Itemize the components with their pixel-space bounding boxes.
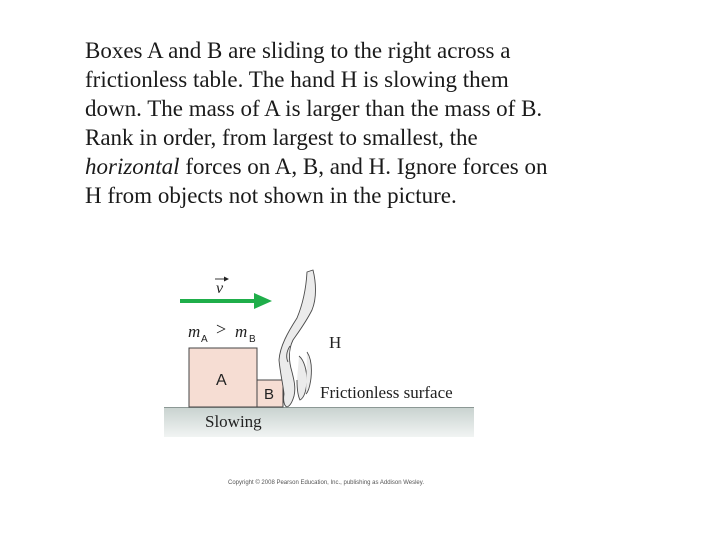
svg-text:B: B — [249, 334, 256, 345]
mass-comparison-label — [188, 319, 256, 345]
svg-text:m: m — [235, 322, 248, 341]
box-b-label: B — [264, 386, 275, 403]
question-line-4: Rank in order, from largest to smallest, the — [85, 125, 478, 150]
velocity-label — [215, 277, 229, 298]
box-a-label: A — [216, 372, 227, 389]
question-line-6: H from objects not shown in the picture. — [85, 183, 457, 208]
surface-label: Frictionless surface — [320, 383, 453, 402]
question-line-2: frictionless table. The hand H is slowing them — [85, 67, 509, 92]
question-line-1: Boxes A and B are sliding to the right across a — [85, 38, 511, 63]
hand-label: H — [329, 333, 342, 352]
svg-text:m: m — [188, 322, 201, 341]
slowing-label: Slowing — [205, 412, 262, 431]
question-line-5: forces on A, B, and H. Ignore forces on — [179, 154, 548, 179]
svg-text:v: v — [216, 280, 224, 297]
question-emphasis-horizontal: horizontal — [85, 154, 180, 179]
hand-icon — [279, 270, 316, 407]
velocity-arrow — [180, 293, 272, 309]
svg-text:A: A — [201, 334, 208, 345]
question-line-3: down. The mass of A is larger than the mass of B. — [85, 96, 543, 121]
copyright-credit: Copyright © 2008 Pearson Education, Inc., publishing as Addison Wesley. — [228, 480, 424, 486]
svg-text:>: > — [216, 319, 227, 339]
